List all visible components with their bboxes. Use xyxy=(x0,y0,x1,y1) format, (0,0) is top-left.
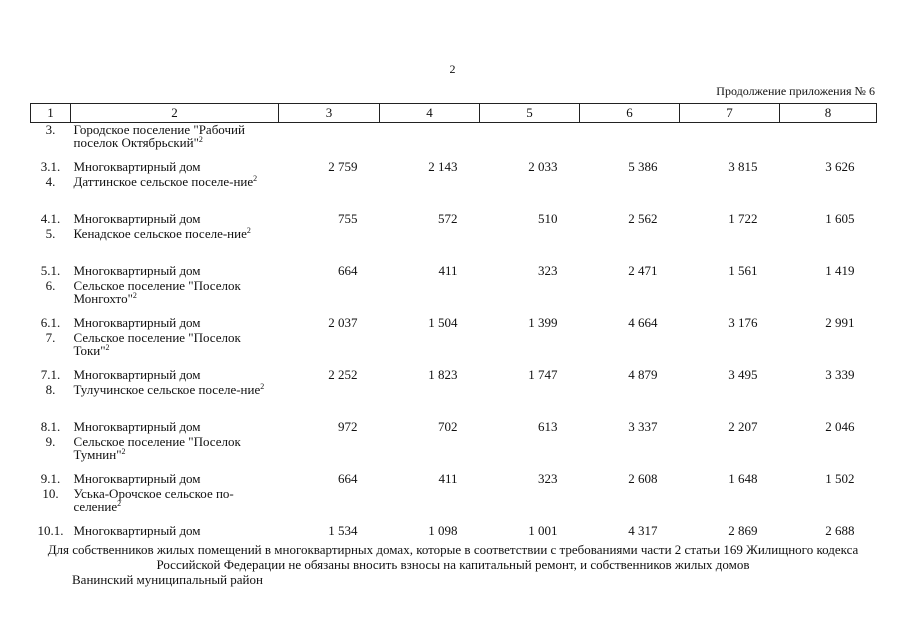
value-cell xyxy=(380,175,480,211)
value-cell: 2 033 xyxy=(528,159,558,174)
value-cell xyxy=(480,331,580,367)
row-number: 9. xyxy=(45,434,56,449)
value-cell: 613 xyxy=(538,419,558,434)
header-cell: 1 xyxy=(31,104,71,123)
value-cell: 5 386 xyxy=(628,159,658,174)
footnote-paragraph: Для собственников жилых помещений в многоквартирных домах, которые в соответствии с требованиями части 2 статьи 169 Жилищного кодекса Российской Федерации не обязаны вносить взносы на капитальный ремонт, и собственников жилых домов xyxy=(47,542,859,572)
value-cell xyxy=(580,279,680,315)
value-cell xyxy=(480,227,580,263)
value-cell xyxy=(380,435,480,471)
header-cell: 7 xyxy=(680,104,780,123)
building-row xyxy=(31,471,877,487)
footnote-marker: 2 xyxy=(132,291,137,300)
footnote-marker: 2 xyxy=(260,382,265,391)
value-cell xyxy=(279,175,380,211)
value-cell xyxy=(279,123,380,160)
value-cell: 1 747 xyxy=(528,367,558,382)
row-name-cell xyxy=(71,315,279,331)
header-cell: 6 xyxy=(580,104,680,123)
value-cell xyxy=(380,487,480,523)
value-cell xyxy=(480,279,580,315)
value-cell: 3 337 xyxy=(628,419,658,434)
value-cell: 2 252 xyxy=(328,367,358,382)
value-cell: 664 xyxy=(338,263,358,278)
settlement-row xyxy=(31,487,877,523)
value-cell xyxy=(480,487,580,523)
row-name: Даттинское сельское поселе-ние xyxy=(73,174,254,189)
value-cell: 1 823 xyxy=(428,367,458,382)
header-cell: 4 xyxy=(380,104,480,123)
value-cell xyxy=(480,435,580,471)
row-name: Сельское поселение "Поселок Токи" xyxy=(73,330,241,358)
value-cell: 702 xyxy=(438,419,458,434)
page-number: 2 xyxy=(449,62,456,76)
row-number: 5.1. xyxy=(40,263,61,278)
settlement-row xyxy=(31,175,877,211)
value-cell: 1 098 xyxy=(428,523,458,538)
row-name: Многоквартирный дом xyxy=(73,263,201,278)
value-cell xyxy=(680,123,780,160)
value-cell: 2 143 xyxy=(428,159,458,174)
row-name: Многоквартирный дом xyxy=(73,367,201,382)
row-number: 3. xyxy=(45,122,56,137)
row-number: 8. xyxy=(45,382,56,397)
value-cell: 4 317 xyxy=(628,523,658,538)
row-number: 4.1. xyxy=(40,211,61,226)
value-cell: 664 xyxy=(338,471,358,486)
value-cell: 1 605 xyxy=(825,211,855,226)
row-name-cell xyxy=(71,383,279,419)
settlement-row xyxy=(31,435,877,471)
value-cell xyxy=(279,487,380,523)
row-name-cell xyxy=(71,175,279,211)
value-cell: 3 815 xyxy=(728,159,758,174)
value-cell xyxy=(780,123,877,160)
value-cell: 1 561 xyxy=(728,263,758,278)
value-cell xyxy=(279,279,380,315)
value-cell: 1 648 xyxy=(728,471,758,486)
building-row xyxy=(31,367,877,383)
value-cell: 1 502 xyxy=(825,471,855,486)
value-cell: 2 037 xyxy=(328,315,358,330)
value-cell xyxy=(380,331,480,367)
row-name-cell xyxy=(71,523,279,539)
header-cell: 8 xyxy=(780,104,877,123)
value-cell: 2 869 xyxy=(728,523,758,538)
building-row xyxy=(31,263,877,279)
value-cell xyxy=(580,487,680,523)
row-name-cell xyxy=(71,331,279,367)
value-cell: 1 534 xyxy=(328,523,358,538)
value-cell xyxy=(780,331,877,367)
footnote-marker: 2 xyxy=(246,226,251,235)
value-cell: 4 664 xyxy=(628,315,658,330)
value-cell: 1 504 xyxy=(428,315,458,330)
value-cell: 3 495 xyxy=(728,367,758,382)
value-cell: 2 991 xyxy=(825,315,855,330)
row-name-cell xyxy=(71,435,279,471)
value-cell xyxy=(580,383,680,419)
value-cell xyxy=(780,175,877,211)
value-cell: 1 001 xyxy=(528,523,558,538)
building-row xyxy=(31,523,877,539)
value-cell: 323 xyxy=(538,471,558,486)
footnote-marker: 2 xyxy=(117,499,122,508)
row-name: Сельское поселение "Поселок Монгохто" xyxy=(73,278,241,306)
value-cell xyxy=(279,331,380,367)
value-cell xyxy=(680,227,780,263)
row-name-cell xyxy=(71,211,279,227)
row-name: Городское поселение "Рабочий поселок Октябрьский" xyxy=(73,122,245,150)
value-cell xyxy=(480,123,580,160)
row-number: 10. xyxy=(42,486,59,501)
table-header-row xyxy=(31,104,877,123)
row-number: 7. xyxy=(45,330,56,345)
value-cell: 1 419 xyxy=(825,263,855,278)
building-row xyxy=(31,419,877,435)
row-number: 3.1. xyxy=(40,159,61,174)
value-cell: 2 759 xyxy=(328,159,358,174)
value-cell: 972 xyxy=(338,419,358,434)
value-cell xyxy=(480,175,580,211)
value-cell xyxy=(680,383,780,419)
settlement-row xyxy=(31,279,877,315)
value-cell xyxy=(279,435,380,471)
value-cell: 2 688 xyxy=(825,523,855,538)
rates-table xyxy=(30,103,877,539)
value-cell xyxy=(680,435,780,471)
row-number: 8.1. xyxy=(40,419,61,434)
value-cell: 2 471 xyxy=(628,263,658,278)
footnote-marker: 2 xyxy=(105,343,110,352)
row-name-cell xyxy=(71,279,279,315)
value-cell xyxy=(580,435,680,471)
value-cell xyxy=(780,487,877,523)
building-row xyxy=(31,315,877,331)
value-cell: 1 399 xyxy=(528,315,558,330)
value-cell: 510 xyxy=(538,211,558,226)
row-number: 6. xyxy=(45,278,56,293)
row-name-cell xyxy=(71,227,279,263)
footnote-marker: 2 xyxy=(121,447,126,456)
value-cell xyxy=(780,383,877,419)
value-cell xyxy=(580,175,680,211)
row-name: Кенадское сельское поселе-ние xyxy=(73,226,247,241)
header-cell: 3 xyxy=(279,104,380,123)
building-row xyxy=(31,159,877,175)
row-number: 4. xyxy=(45,174,56,189)
value-cell xyxy=(680,487,780,523)
value-cell: 572 xyxy=(438,211,458,226)
settlement-row xyxy=(31,331,877,367)
value-cell: 323 xyxy=(538,263,558,278)
value-cell xyxy=(780,435,877,471)
value-cell xyxy=(380,383,480,419)
row-name-cell xyxy=(71,367,279,383)
value-cell xyxy=(480,383,580,419)
continuation-label: Продолжение приложения № 6 xyxy=(716,84,875,98)
value-cell xyxy=(279,383,380,419)
value-cell xyxy=(780,279,877,315)
value-cell: 3 339 xyxy=(825,367,855,382)
row-number: 10.1. xyxy=(37,523,64,538)
header-cell: 2 xyxy=(71,104,279,123)
row-name: Многоквартирный дом xyxy=(73,471,201,486)
settlement-row xyxy=(31,123,877,160)
row-name: Многоквартирный дом xyxy=(73,419,201,434)
value-cell xyxy=(780,227,877,263)
row-name-cell xyxy=(71,419,279,435)
value-cell: 2 046 xyxy=(825,419,855,434)
footnote-marker: 2 xyxy=(198,135,203,144)
row-name: Тулучинское сельское поселе-ние xyxy=(73,382,261,397)
value-cell xyxy=(380,227,480,263)
value-cell: 2 562 xyxy=(628,211,658,226)
district-name: Ванинский муниципальный район xyxy=(72,572,263,587)
value-cell xyxy=(279,227,380,263)
row-number: 5. xyxy=(45,226,56,241)
value-cell: 755 xyxy=(338,211,358,226)
settlement-row xyxy=(31,227,877,263)
settlement-row xyxy=(31,383,877,419)
row-name: Сельское поселение "Поселок Тумнин" xyxy=(73,434,241,462)
row-name-cell xyxy=(71,263,279,279)
value-cell: 411 xyxy=(438,471,458,486)
building-row xyxy=(31,211,877,227)
header-cell: 5 xyxy=(480,104,580,123)
row-number: 6.1. xyxy=(40,315,61,330)
value-cell xyxy=(680,175,780,211)
value-cell xyxy=(380,279,480,315)
row-name-cell xyxy=(71,471,279,487)
value-cell: 2 608 xyxy=(628,471,658,486)
row-name: Многоквартирный дом xyxy=(73,159,201,174)
value-cell: 2 207 xyxy=(728,419,758,434)
value-cell xyxy=(580,227,680,263)
value-cell xyxy=(680,331,780,367)
row-name-cell xyxy=(71,487,279,523)
value-cell: 1 722 xyxy=(728,211,758,226)
row-name: Многоквартирный дом xyxy=(73,315,201,330)
row-number: 9.1. xyxy=(40,471,61,486)
value-cell: 3 176 xyxy=(728,315,758,330)
row-name: Многоквартирный дом xyxy=(73,211,201,226)
row-name: Многоквартирный дом xyxy=(73,523,201,538)
footnote-marker: 2 xyxy=(253,174,258,183)
row-number: 7.1. xyxy=(40,367,61,382)
value-cell: 3 626 xyxy=(825,159,855,174)
value-cell: 411 xyxy=(438,263,458,278)
value-cell: 4 879 xyxy=(628,367,658,382)
row-name-cell xyxy=(71,123,279,160)
value-cell xyxy=(580,123,680,160)
row-name-cell xyxy=(71,159,279,175)
value-cell xyxy=(580,331,680,367)
value-cell xyxy=(380,123,480,160)
row-name: Уська-Орочское сельское по-селение xyxy=(73,486,234,514)
value-cell xyxy=(680,279,780,315)
